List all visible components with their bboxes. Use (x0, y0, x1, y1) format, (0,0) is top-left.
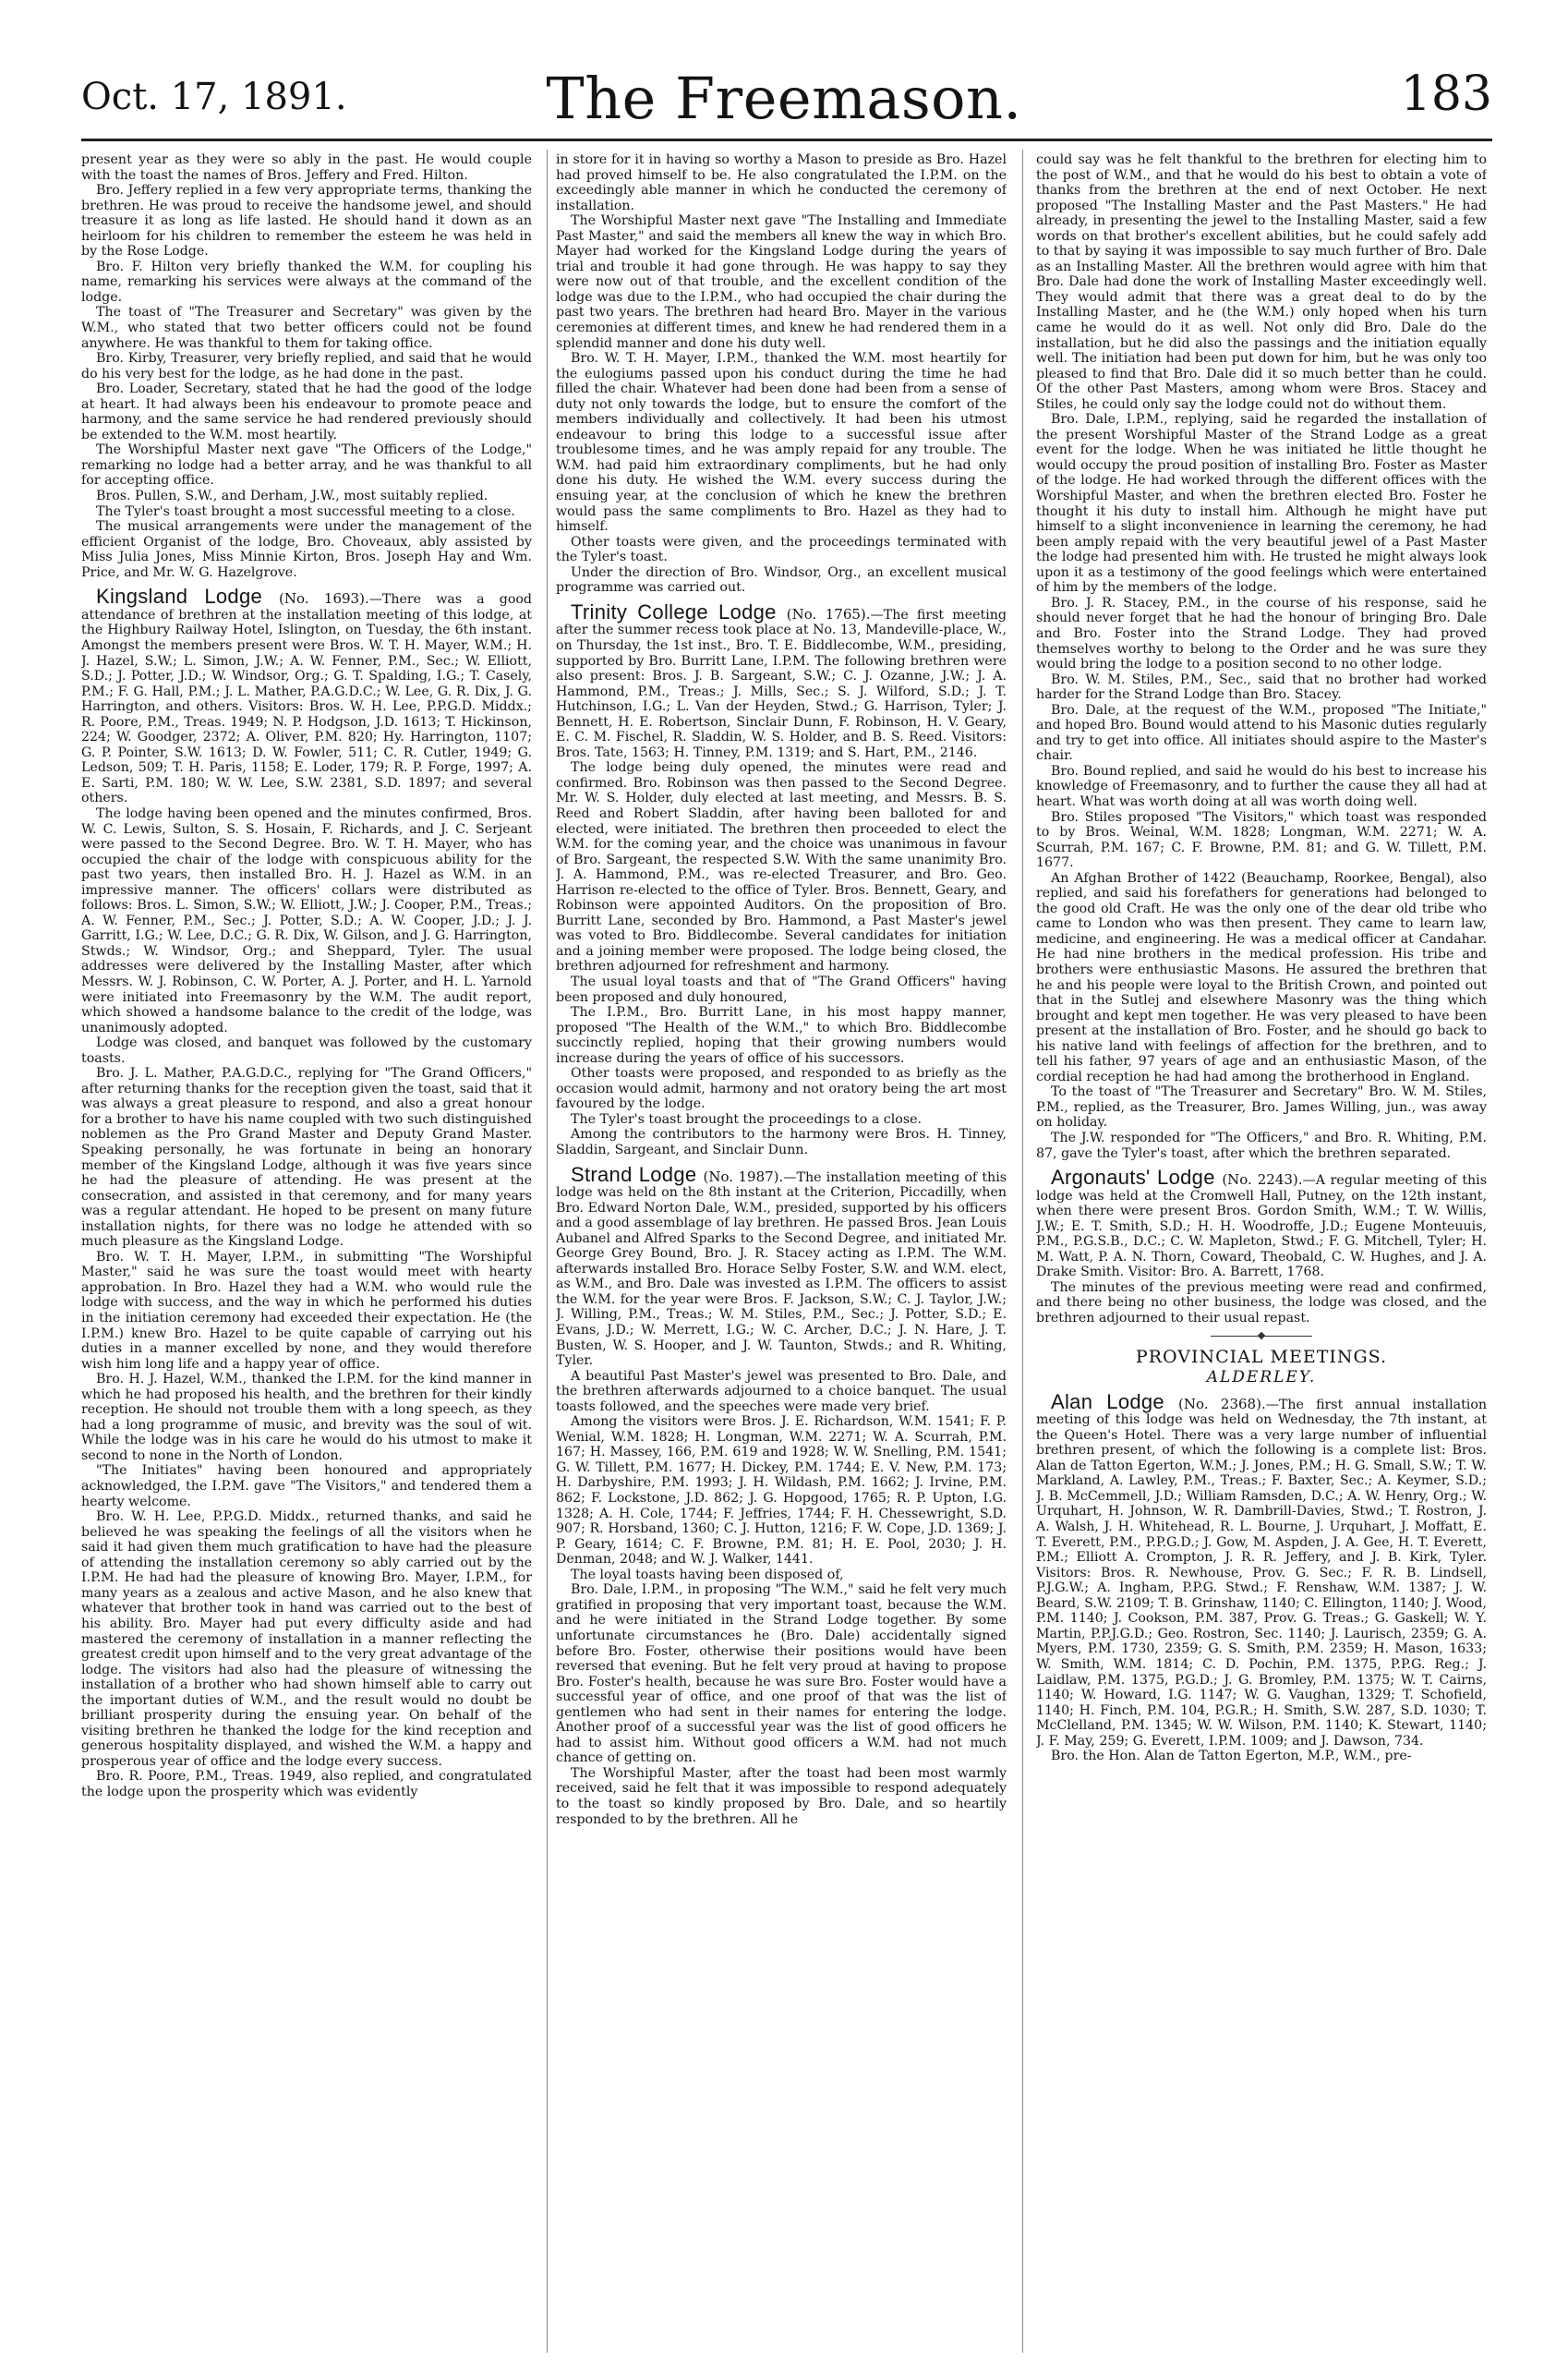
page-number: 183 (1400, 67, 1492, 122)
paragraph: Bro. W. T. H. Mayer, I.P.M., in submitting "The Worshipful Master," said he was sure the toast would meet with hearty approbation. In Bro. Hazel they had a W.M. who would rule the lodge with success, and the way in which he performed his duties in the initiation ceremony had exceeded their expectation. He (the I.P.M.) knew Bro. Hazel to be quite capable of carrying out his duties in a manner excelled by none, and they would therefore wish him long life and a happy year of office. (81, 1249, 532, 1372)
paragraph: Under the direction of Bro. Windsor, Org., an excellent musical programme was carried out. (556, 564, 1007, 596)
paragraph: Bro. Jeffery replied in a few very appropriate terms, thanking the brethren. He was proud to receive the handsome jewel, and should treasure it as long as life lasted. He should hand it down as an heirloom for his children to remember the esteem he was held in by the Rose Lodge. (81, 183, 532, 260)
paragraph: The I.P.M., Bro. Burritt Lane, in his most happy manner, proposed "The Health of the W.M.," to which Bro. Biddlecombe succinctly replied, hoping that their growing numbers would increase during the years of office of his successors. (556, 1005, 1007, 1066)
paragraph: Bro. Dale, I.P.M., replying, said he regarded the installation of the present Worshipful Master of the Strand Lodge as a great event for the lodge. When he was initiated he little thought he would occupy the proud position of installing Bro. Foster as Master of the lodge. He had worked through the different offices with the Worshipful Master, and when the brethren elected Bro. Foster he thought it his duty to install him. Although he might have put himself to a slight inconvenience in learning the ceremony, he had been amply repaid with the very beautiful jewel of a Past Master the lodge had presented him with. He trusted he might always look upon it as a testimony of the good feelings which were entertained of him by the members of the lodge. (1036, 412, 1487, 596)
paragraph: Bro. W. M. Stiles, P.M., Sec., said that no brother had worked harder for the Strand Lodge than Bro. Stacey. (1036, 672, 1487, 703)
lodge-name: Kingsland Lodge (96, 585, 280, 609)
paragraph: Lodge was closed, and banquet was followed by the customary toasts. (81, 1035, 532, 1066)
lodge-number: (No. 2368). (1178, 1395, 1266, 1412)
lodge-report-paragraph (81, 585, 532, 806)
paragraph: Bro. Dale, at the request of the W.M., proposed "The Initiate," and hoped Bro. Bound would attend to his Masonic duties regularly and try to get into office. All initiates should aspire to the Master's chair. (1036, 702, 1487, 764)
paragraph: Bro. J. L. Mather, P.A.G.D.C., replying for "The Grand Officers," after returning thanks for the reception given the toast, said that it was always a great pleasure to respond, and also a great honour for a brother to have his name coupled with two such distinguished noblemen as the Pro Grand Master and Deputy Grand Master. Speaking personally, he was fortunate in being an honorary member of the Kingsland Lodge, although it was five years since he had the pleasure of attending. He was present at the consecration, and assisted in that ceremony, and for many years was a regular attendant. He hoped to be present on many future installation nights, for there was no lodge he attended with so much pleasure as the Kingsland Lodge. (81, 1066, 532, 1250)
paragraph: The lodge being duly opened, the minutes were read and confirmed. Bro. Robinson was then passed to the Second Degree. Mr. W. S. Holder, duly elected at last meeting, and Messrs. B. S. Reed and Robert Sladdin, after having been balloted for and elected, were initiated. The brethren then proceeded to elect the W.M. for the coming year, and the choice was unanimous in favour of Bro. Sargeant, the respected S.W. With the same unanimity Bro. J. A. Hammond, P.M., was re-elected Treasurer, and Bro. Geo. Harrison re-elected to the office of Tyler. Bros. Bennett, Geary, and Robinson were appointed Auditors. On the proposition of Bro. Burritt Lane, seconded by Bro. Hammond, a Past Master's jewel was voted to Bro. Biddlecombe. Several candidates for initiation and a joining member were proposed. The lodge being closed, the brethren adjourned for refreshment and harmony. (556, 760, 1007, 975)
column-2 (556, 152, 1007, 2351)
column-divider (547, 150, 548, 2353)
paragraph: present year as they were so ably in the past. He would couple with the toast the names of Bros. Jeffery and Fred. Hilton. (81, 152, 532, 183)
paragraph-text: —A regular meeting of this lodge was held at the Cromwell Hall, Putney, on the 12th instant, when there were present Bros. Gordon Smith, W.M.; T. W. Willis, J.W.; E. T. Smith, S.D.; H. H. Woodroffe, J.D.; Eugene Monteuuis, P.M., P.G.S.B., D.C.; C. W. Mapleton, Stwd.; F. G. Mitchell, Tyler; H. M. Watt, P. A. N. Thorn, Coward, Theobald, C. W. Hughes, and J. A. Drake Smith. Visitor: Bro. A. Barrett, 1768. (1036, 1173, 1487, 1280)
paragraph: Bros. Pullen, S.W., and Derham, J.W., most suitably replied. (96, 489, 488, 504)
paragraph: Bro. W. T. H. Mayer, I.P.M., thanked the W.M. most heartily for the eulogiums passed upon his conduct during the time he had filled the chair. Whatever had been done had been from a sense of duty not only towards the lodge, but to ensure the comfort of the members individually and collectively. It had been his utmost endeavour to bring this lodge to a successful issue after troublesome times, and he was amply repaid for any trouble. The W.M. had paid him extraordinary compliments, but he had only done his duty. He wished the W.M. every success during the ensuing year, at the conclusion of which he knew the brethren would pass the same compliments to Bro. Hazel as they had to himself. (556, 351, 1007, 535)
paragraph: The usual loyal toasts and that of "The Grand Officers" having been proposed and duly honoured, (556, 974, 1007, 1005)
paragraph: Bro. Bound replied, and said he would do his best to increase his knowledge of Freemasonry, and to further the cause they all had at heart. What was worth doing at all was worth doing well. (1036, 763, 1487, 809)
paragraph: Bro. R. Poore, P.M., Treas. 1949, also replied, and congratulated the lodge upon the prosperity which was evidently (81, 1769, 532, 1799)
lodge-name: Alan Lodge (1051, 1389, 1179, 1413)
masthead-rule (81, 139, 1492, 141)
paragraph-text: —There was a good attendance of brethren at the installation meeting of this lodge, at the Highbury Railway Hotel, Islington, on Tuesday, the 6th instant. Amongst the members present were Bros. W. T. H. Mayer, W.M.; H. J. Hazel, S.W.; L. Simon, J.W.; A. W. Fenner, P.M., Sec.; W. Elliott, S.D.; J. Potter, J.D.; W. Windsor, Org.; G. T. Spalding, I.G.; T. Casely, P.M.; F. G. Hall, P.M.; J. L. Mather, P.A.G.D.C.; W. Lee, G. R. Dix, J. G. Harrington, and others. Visitors: Bros. W. H. Lee, P.P.G.D. Middx.; R. Poore, P.M., Treas. 1949; N. P. Hodgson, J.D. 1613; T. Hickinson, 224; W. Goodger, 2372; A. Oliver, P.M. 820; Hy. Harrington, 1107; G. P. Pointer, S.W. 1613; D. W. Fowler, 511; C. R. Cutler, 1949; G. Ledson, 509; T. H. Paris, 1158; E. Loder, 179; R. P. Forge, 1997; A. E. Sarti, P.M. 180; W. W. Lee, S.W. 2381, S.D. 1897; and several others. (81, 592, 532, 806)
paragraph: Bro. J. R. Stacey, P.M., in the course of his response, said he should never forget that he had the honour of bringing Bro. Dale and Bro. Foster into the Strand Lodge. They had proved themselves worthy to belong to the Order and he was sure they would bring the lodge to a position second to no other lodge. (1036, 595, 1487, 672)
paragraph: Bro. H. J. Hazel, W.M., thanked the I.P.M. for the kind manner in which he had proposed his health, and the brethren for their kindly reception. He should not trouble them with a long speech, as they had a long programme of music, and brevity was the soul of wit. While the lodge was in his care he would do his utmost to make it second to none in the North of London. (81, 1372, 532, 1463)
lodge-report-paragraph (556, 1162, 1007, 1369)
lodge-report-paragraph (556, 599, 1007, 760)
paragraph: Among the contributors to the harmony were Bros. H. Tinney, Sladdin, Sargeant, and Sinclair Dunn. (556, 1127, 1007, 1157)
paragraph: The J.W. responded for "The Officers," and Bro. R. Whiting, P.M. 87, gave the Tyler's toast, after which the brethren separated. (1036, 1131, 1487, 1161)
paragraph: "The Initiates" having been honoured and appropriately acknowledged, the I.P.M. gave "The Visitors," and tendered them a hearty welcome. (81, 1463, 532, 1509)
paragraph: The musical arrangements were under the management of the efficient Organist of the lodge, Bro. Choveaux, ably assisted by Miss Julia Jones, Miss Minnie Kirton, Bros. Joseph Hay and Wm. Price, and Mr. W. G. Hazelgrove. (81, 519, 532, 580)
paragraph: A beautiful Past Master's jewel was presented to Bro. Dale, and the brethren afterwards adjourned to a choice banquet. The usual toasts followed, and the speeches were made very brief. (556, 1368, 1007, 1414)
paragraph: Other toasts were given, and the proceedings terminated with the Tyler's toast. (556, 534, 1007, 565)
lodge-number: (No. 1765). (786, 605, 871, 623)
paragraph: The lodge having been opened and the minutes confirmed, Bros. W. C. Lewis, Sulton, S. S. Hosain, F. Richards, and J. C. Serjeant were passed to the Second Degree. Bro. W. T. H. Mayer, who has occupied the chair of the lodge with conspicuous ability for the past two years, then installed Bro. H. J. Hazel as W.M. in an impressive manner. The officers' collars were distributed as follows: Bros. L. Simon, S.W.; W. Elliott, J.W.; J. Cooper, P.M., Treas.; A. W. Fenner, P.M., Sec.; J. Potter, S.D.; A. W. Cooper, J.D.; J. J. Garritt, I.G.; W. Lee, D.C.; G. R. Dix, W. Gilson, and J. G. Harrington, Stwds.; W. Windsor, Org.; and Sheppard, Tyler. The usual addresses were delivered by the Installing Master, after which Messrs. W. J. Robinson, C. W. Porter, A. J. Porter, and H. L. Yarnold were initiated into Freemasonry by the W.M. The audit report, which showed a handsome balance to the credit of the lodge, was unanimously adopted. (81, 805, 532, 1035)
paragraph: The Tyler's toast brought the proceedings to a close. (571, 1111, 923, 1127)
provincial-articles (1036, 1389, 1487, 1764)
paragraph: The Worshipful Master next gave "The Installing and Immediate Past Master," and said the members all knew the way in which Bro. Mayer had worked for the Kingsland Lodge during the years of trial and trouble it had gone through. He was happy to say they were now out of that trouble, and the excellent condition of the lodge was due to the I.P.M., who had occupied the chair during the past two years. The brethren had heard Bro. Mayer in the various ceremonies at different times, and knew he had rendered them in a splendid manner and done his duty well. (556, 213, 1007, 351)
column-3 (1036, 152, 1487, 2351)
provincial-heading: PROVINCIAL MEETINGS. (1135, 1346, 1388, 1367)
paragraph: Bro. the Hon. Alan de Tatton Egerton, M.P., W.M., pre- (1051, 1749, 1412, 1764)
paragraph: The minutes of the previous meeting were read and confirmed, and there being no other business, the lodge was closed, and the brethren adjourned to their usual repast. (1036, 1279, 1487, 1326)
lodge-report-paragraph (1036, 1166, 1487, 1280)
lodge-number: (No. 2243). (1222, 1171, 1303, 1189)
lodge-number: (No. 1987). (703, 1168, 784, 1185)
paragraph: in store for it in having so worthy a Mason to preside as Bro. Hazel had proved himself to be. He also congratulated the I.P.M. on the exceedingly able manner in which he conducted the ceremony of installation. (556, 152, 1007, 213)
paragraph: Bro. Loader, Secretary, stated that he had the good of the lodge at heart. It had always been his endeavour to promote peace and harmony, and the same service he had rendered previously should be extended to the W.M. most heartily. (81, 381, 532, 442)
paragraph: Other toasts were proposed, and responded to as briefly as the occasion would admit, harmony and not oratory being the art most favoured by the lodge. (556, 1066, 1007, 1112)
column-3-articles (1036, 152, 1487, 1326)
paragraph-text: —The first annual installation meeting of this lodge was held on Wednesday, the 7th instant, at the Queen's Hotel. There was a very large number of influential brethren present, of which the following is a complete list: Bros. Alan de Tatton Egerton, W.M.; J. Jones, P.M.; H. G. Small, S.W.; T. W. Markland, A. Lawley, P.M., Treas.; F. Baxter, Sec.; A. Keymer, S.D.; J. B. McCemmell, J.D.; William Ramsden, D.C.; A. W. Henry, Org.; W. Urquhart, H. Johnson, W. R. Dambrill-Davies, Stwd.; T. Rostron, J. A. Walsh, J. H. Whitehead, R. L. Bourne, J. Urquhart, J. Moffatt, E. T. Everett, P.M., P.P.G.D.; J. Gow, M. Aspden, J. A. Gee, H. T. Everett, P.M.; Elliott A. Crompton, J. R. R. Jeffery, and J. B. Kirk, Tyler. Visitors: Bros. R. Newhouse, Prov. G. Sec.; F. R. B. Lindsell, P.J.G.W.; A. Ingham, P.P.G. Stwd.; F. Renshaw, W.M. 1387; J. W. Beard, S.W. 2109; T. B. Grinshaw, 1140; C. Ellington, 1140; J. Wood, P.M. 1140; J. Cookson, P.M. 387, Prov. G. Treas.; G. Gaskell; W. Y. Martin, P.P.J.G.D.; Geo. Rostron, Sec. 1140; J. Laurisch, 2359; G. A. Myers, P.M. 1730, 2359; G. S. Smith, P.M. 2359; H. Mason, 1633; W. Smith, W.M. 1814; C. D. Pochin, P.M. 1375, P.P.G. Reg.; J. Laidlaw, P.M. 1375, P.G.D.; J. G. Bromley, P.M. 1375; W. T. Cairns, 1140; W. Howard, I.G. 1147; W. G. Vaughan, 1329; T. Schofield, 1140; H. Finch, P.M. 104, P.G.R.; H. Smith, S.W. 287, S.D. 1030; T. McClelland, P.M. 1345; W. W. Wilson, P.M. 1140; K. Stewart, 1140; J. F. May, 259; G. Everett, I.P.M. 1009; and J. Dawson, 734. (1036, 1397, 1487, 1749)
paragraph: Among the visitors were Bros. J. E. Richardson, W.M. 1541; F. P. Wenial, W.M. 1828; H. Longman, W.M. 2271; W. A. Scurrah, P.M. 167; H. Massey, 166, P.M. 619 and 1928; W. W. Snelling, P.M. 1541; G. W. Tillett, P.M. 1677; H. Dickey, P.M. 1744; E. V. New, P.M. 173; H. Darbyshire, P.M. 1993; J. H. Wildash, P.M. 1662; J. Irvine, P.M. 862; F. Lockstone, J.D. 862; J. G. Hopgood, 1765; R. P. Upton, I.G. 1328; A. H. Cole, 1744; F. Jeffries, 1744; F. H. Chessewright, S.D. 907; R. Horsband, 1360; C. J. Hutton, 1216; F. W. Cope, J.D. 1369; J. P. Geary, 1614; C. F. Browne, P.M. 81; H. E. Pool, 2030; J. H. Denman, 2048; and W. J. Walker, 1441. (556, 1414, 1007, 1568)
column-divider (1022, 150, 1023, 2353)
paragraph: Bro. F. Hilton very briefly thanked the W.M. for coupling his name, remarking his services were always at the command of the lodge. (81, 259, 532, 305)
paragraph-text: —The first meeting after the summer recess took place at No. 13, Mandeville-place, W., on Thursday, the 1st inst., Bro. T. E. Biddlecombe, W.M., presiding, supported by Bro. Burritt Lane, I.P.M. The following brethren were also present: Bros. J. B. Sargeant, S.W.; C. J. Ozanne, J.W.; J. A. Hammond, P.M., Treas.; J. Mills, Sec.; S. J. Wilford, S.D.; J. T. Hutchinson, I.G.; L. Van der Heyden, Stwd.; G. Harrison, Tyler; J. Bennett, H. E. Robertson, Sinclair Dunn, F. Robinson, H. V. Geary, E. C. M. Fischel, R. Sladdin, W. S. Holder, and B. S. Reed. Visitors: Bros. Tate, 1563; H. Tinney, P.M. 1319; and S. Hart, P.M., 2146. (556, 607, 1007, 760)
lodge-name: Strand Lodge (571, 1162, 704, 1186)
section-ornament-rule (1211, 1336, 1312, 1337)
paragraph: could say was he felt thankful to the brethren for electing him to the post of W.M., and that he would do his best to obtain a vote of thanks from the brethren at the end of next October. He next proposed "The Installing Master and the Past Masters." He had already, in presenting the jewel to the Installing Master, said a few words on that brother's excellent abilities, but he could safely add to that by saying it was impossible to say much further of Bro. Dale as an Installing Master. All the brethren would agree with him that Bro. Dale had done the work of Installing Master exceedingly well. They would admit that there was a great deal to do by the Installing Master, and he (the W.M.) only hoped when his turn came he would do it as well. Not only did Bro. Dale do the installation, but he did also the passings and the initiation equally well. The initiation had been put down for him, but he was only too pleased to find that Bro. Dale did it so much better than he could. Of the other Past Masters, among whom were Bros. Stacey and Stiles, he could only say the lodge could not do without them. (1036, 152, 1487, 412)
paragraph: The Worshipful Master next gave "The Officers of the Lodge," remarking no lodge had a better array, and he was thankful to all for accepting office. (81, 442, 532, 489)
alderley-subheading: ALDERLEY. (1206, 1368, 1317, 1387)
paragraph: Bro. Dale, I.P.M., in proposing "The W.M.," said he felt very much gratified in proposing that very important toast, because the W.M. and he were initiated in the Strand Lodge together. By some unfortunate circumstances he (Bro. Dale) accidentally signed before Bro. Foster, otherwise their positions would have been reversed that evening. But he felt very proud at having to propose Bro. Foster's health, because he was sure Bro. Foster would have a successful year of office, and one proof of that was the list of gentlemen who had sent in their names for entering the lodge. Another proof of a successful year was the list of good officers he had to assist him. Without good officers a W.M. had not much chance of getting on. (556, 1582, 1007, 1766)
paragraph: Bro. Stiles proposed "The Visitors," which toast was responded to by Bros. Weinal, W.M. 1828; Longman, W.M. 2271; W. A. Scurrah, P.M. 167; C. F. Browne, P.M. 81; and G. W. Tillett, P.M. 1677. (1036, 809, 1487, 871)
issue-date: Oct. 17, 1891. (81, 76, 347, 118)
lodge-name: Argonauts' Lodge (1051, 1166, 1223, 1190)
lodge-report-paragraph (1036, 1389, 1487, 1749)
paragraph: The toast of "The Treasurer and Secretary" was given by the W.M., who stated that two better officers could not be found anywhere. He was thankful to them for taking office. (81, 305, 532, 351)
paragraph: An Afghan Brother of 1422 (Beauchamp, Roorkee, Bengal), also replied, and said his forefathers for generations had belonged to the good old Craft. He was the only one of the dear old tribe who came to London who was then present. They came to learn law, medicine, and engineering. He was a medical officer at Candahar. He had nine brothers in the medical profession. His tribe and brothers were enthusiastic Masons. He assured the brethren that he and his people were loyal to the British Crown, and pointed out that in the Sutlej and elsewhere Masonry was the thing which brought and kept men together. He was very pleased to have been present at the installation of Bro. Foster, and he should go back to his native land with feelings of affection for the brethren, and to tell his father, 97 years of age and an enthusiastic Mason, of the cordial reception he had had among the brotherhood in England. (1036, 870, 1487, 1084)
paragraph: The Worshipful Master, after the toast had been most warmly received, said he felt that it was impossible to respond adequately to the toast so kindly proposed by Bro. Dale, and so heartily responded to by the brethren. All he (556, 1765, 1007, 1827)
paragraph-text: —The installation meeting of this lodge was held on the 8th instant at the Criterion, Piccadilly, when Bro. Edward Norton Dale, W.M., presided, supported by his officers and a good assemblage of lay brethren. He passed Bros. Jean Louis Aubanel and Alfred Sparks to the Second Degree, and initiated Mr. George Grey Bound, Bro. J. R. Stacey acting as I.P.M. The W.M. afterwards installed Bro. Horace Selby Foster, S.W. and W.M. elect, as W.M., and Bro. Dale was invested as I.P.M. The officers to assist the W.M. for the year were Bros. F. Jackson, S.W.; C. J. Taylor, J.W.; J. Willing, P.M., Treas.; W. M. Stiles, P.M., Sec.; J. Potter, S.D.; E. Evans, J.D.; W. Merrett, I.G.; W. C. Archer, D.C.; J. N. Hare, J. T. Busten, W. S. Hooper, and J. W. Taunton, Stwds.; and R. Whiting, Tyler. (556, 1169, 1007, 1369)
paragraph: The loyal toasts having been disposed of, (571, 1567, 844, 1582)
column-1 (81, 152, 532, 2351)
newspaper-title: The Freemason. (546, 65, 1022, 132)
paragraph: Bro. Kirby, Treasurer, very briefly replied, and said that he would do his very best for the lodge, as he had done in the past. (81, 351, 532, 381)
lodge-name: Trinity College Lodge (571, 599, 787, 624)
paragraph: To the toast of "The Treasurer and Secretary" Bro. W. M. Stiles, P.M., replied, as the Treasurer, Bro. James Willing, jun., was away on holiday. (1036, 1084, 1487, 1131)
lodge-number: (No. 1693). (279, 590, 369, 608)
paragraph: Bro. W. H. Lee, P.P.G.D. Middx., returned thanks, and said he believed he was speaking the feelings of all the visitors when he said it had given them much gratification to have had the pleasure of attending the installation ceremony so ably carried out by the I.P.M. He had had the pleasure of knowing Bro. Mayer, I.P.M., for many years as a zealous and active Mason, and he also knew that whatever that brother took in hand was carried out to the best of his ability. Bro. Mayer had put every difficulty aside and had mastered the ceremony of installation in a manner reflecting the greatest credit upon himself and to the very great advantage of the lodge. The visitors had also had the pleasure of witnessing the installation of a brother who had shown himself able to carry out the important duties of W.M., and the result would no doubt be brilliant prosperity during the ensuing year. On behalf of the visiting brethren he thanked the lodge for the kind reception and generous hospitality displayed, and wished the W.M. a happy and prosperous year of office and the lodge every success. (81, 1509, 532, 1769)
paragraph: The Tyler's toast brought a most successful meeting to a close. (96, 503, 515, 519)
